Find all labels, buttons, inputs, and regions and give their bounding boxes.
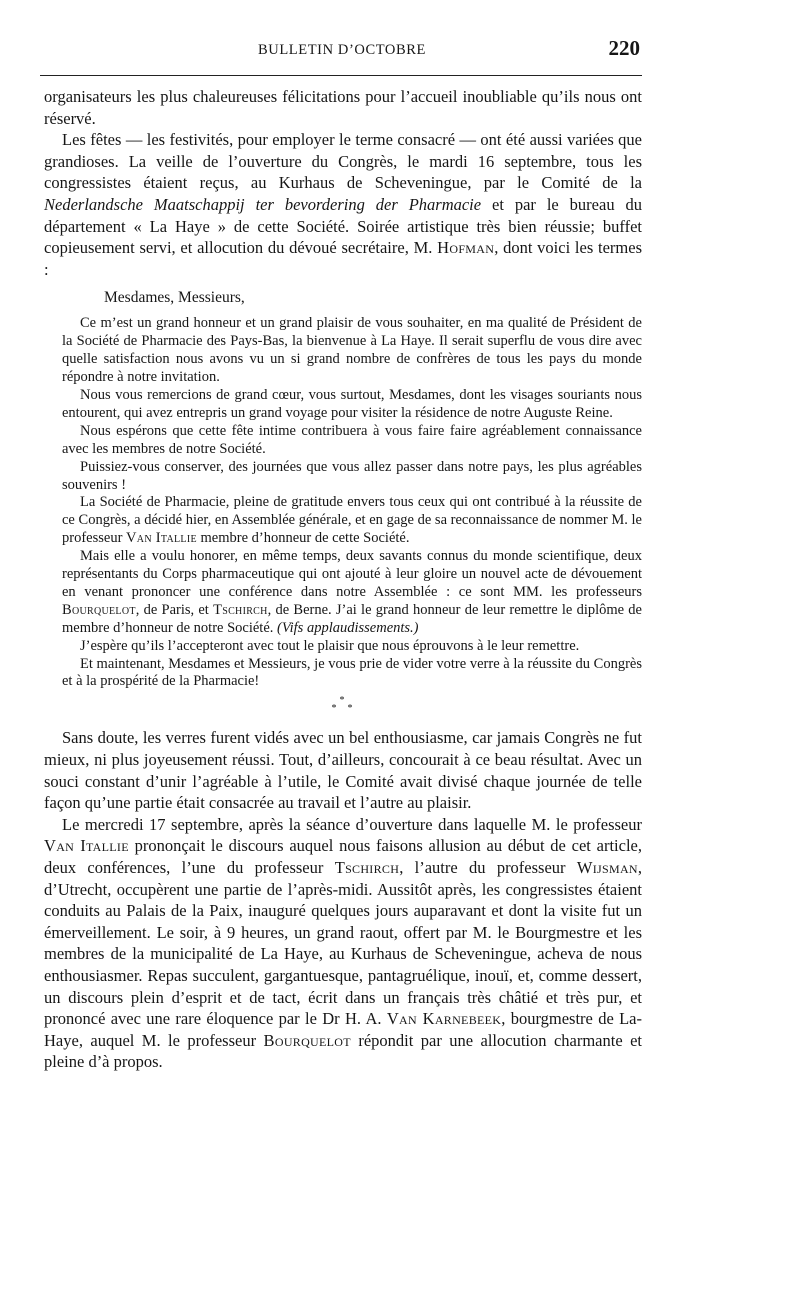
speech-paragraph [62, 387, 642, 423]
text-run: membre d’honneur de cette Société. [196, 530, 410, 547]
speech-block [62, 288, 642, 691]
section-asterism: * * * [331, 695, 355, 715]
person-name: Bourquelot [62, 601, 136, 618]
italic-text: (Vifs applaudissements.) [277, 619, 419, 636]
text-run: Le mercredi 17 septembre, après la séance d’ouverture dans laquelle M. le professeur [62, 814, 642, 834]
person-name: Tschirch [334, 857, 400, 877]
speech-paragraph [62, 656, 642, 692]
text-run: , de Paris, et [135, 601, 214, 618]
intro-paragraph [44, 86, 642, 129]
closing-paragraph [44, 727, 642, 813]
person-name: Van Itallie [126, 530, 197, 547]
person-name: Tschirch [213, 601, 268, 618]
speech-paragraph [62, 423, 642, 459]
page-number: 220 [608, 36, 640, 60]
person-name: Bourquelot [263, 1030, 351, 1050]
header-title: BULLETIN D’OCTOBRE [257, 42, 426, 58]
text-run: Sans doute, les verres furent vidés avec un bel enthousiasme, car jamais Congrès ne fut mieux, ni plus joyeusement réussi. Tout, d’ailleurs, concourait à ce beau résultat. Avec un souci constant d’unir l’agréable à l’utile, le Comité avait divisé chaque journée de telle façon qu’une partie était consacrée au travail et l’autre au plaisir. [44, 728, 642, 813]
text-run: organisateurs les plus chaleureuses félicitations pour l’accueil inoubliable qu’ils nous ont réservé. [44, 87, 642, 128]
text-run: J’espère qu’ils l’accepteront avec tout le plaisir que nous éprouvons à le leur remettre. [80, 637, 580, 654]
speech-paragraph [62, 494, 642, 548]
text-run: , dont voici les termes : [44, 238, 642, 279]
speech-paragraph [62, 315, 642, 387]
text-run: Et maintenant, Mesdames et Messieurs, je vous prie de vider votre verre à la réussite du Congrès et à la prospérité de la Pharmacie! [62, 655, 642, 690]
person-name: Van Karnebeek [386, 1009, 502, 1029]
text-run: et par le bureau du département « La Haye » de cette Société. Soirée artistique très bien réussie; buffet copieusement servi, et allocution du dévoué secrétaire, M. [44, 194, 642, 258]
article-body [44, 86, 642, 1073]
text-run: , de Berne. J’ai le grand honneur de leur remettre le diplôme de membre d’honneur de notre Société. [62, 601, 642, 636]
text-run: Les fêtes — les festivités, pour employer le terme consacré — ont été aussi variées que grandioses. La veille de l’ouverture du Congrès, le mardi 16 septembre, tous les congressistes étaient reçus, au Kurhaus de Scheveningue, par le Comité de la [44, 130, 642, 193]
speech-paragraph [62, 638, 642, 656]
header-rule [40, 75, 642, 76]
text-run: Nous vous remercions de grand cœur, vous surtout, Mesdames, dont les visages souriants nous entourent, qui avez entrepris un grand voyage pour visiter la résidence de notre Auguste Reine. [62, 386, 642, 421]
person-name: Hofman [437, 238, 495, 258]
text-run: , bourgmestre de La-Haye, auquel M. le professeur [44, 1009, 643, 1050]
text-run: Puissiez-vous conserver, des journées que vous allez passer dans notre pays, les plus agréables souvenirs ! [62, 458, 642, 493]
speech-salutation: Mesdames, Messieurs, [104, 289, 245, 307]
text-run: Mais elle a voulu honorer, en même temps, deux savants connus du monde scientifique, deux représentants du Corps pharmaceutique qui ont ajouté à leur gloire un nouvel acte de dévouement en venant prononcer une conférence dans notre Assemblée : ce sont MM. les professeurs [62, 548, 642, 600]
text-run: La Société de Pharmacie, pleine de gratitude envers tous ceux qui ont contribué à la réussite de ce Congrès, a décidé hier, en Assemblée générale, et en gage de sa reconnaissance de nommer M. le professeur [62, 494, 642, 547]
text-run: répondit par une allocution charmante et pleine d’à propos. [44, 1030, 642, 1072]
text-run: Nous espérons que cette fête intime contribuera à vous faire faire agréablement connaissance avec les membres de notre Société. [62, 422, 642, 457]
italic-text: Nederlandsche Maatschappij ter bevordering der Pharmacie [44, 194, 482, 214]
closing-paragraph [44, 814, 642, 1073]
text-run: Ce m’est un grand honneur et un grand plaisir de vous souhaiter, en ma qualité de Président de la Société de Pharmacie des Pays-Bas, la bienvenue à La Haye. Il serait superflu de vous dire avec quelle satisfaction nous avons vu un si grand nombre de confrères de tous les pays du monde répondre à notre invitation. [62, 315, 642, 386]
person-name: Wijsman [576, 857, 638, 877]
text-run: , d’Utrecht, occupèrent une partie de l’après-midi. Aussitôt après, les congressistes étaient conduits au Palais de la Paix, inauguré quelques jours auparavant et dont la visite fut un émerveillement. Le soir, à 9 heures, un grand raout, offert par M. le Bourgmestre et les membres de la municipalité de La Haye, au Kurhaus de Scheveningue, acheva de nous enthousiasmer. Repas succulent, gargantuesque, pantagruélique, inouï, et, comme dessert, un discours plein d’esprit et de tact, écrit dans un français très châtié et très pur, et prononcé avec une rare éloquence par le Dr H. A. [44, 857, 642, 1029]
person-name: Van Itallie [44, 836, 129, 856]
intro-paragraph [44, 129, 642, 280]
speech-paragraph [62, 459, 642, 495]
speech-paragraph [62, 548, 642, 638]
text-run: prononçait le discours auquel nous faisons allusion au début de cet article, deux conférences, l’une du professeur [44, 836, 642, 877]
text-run: , l’autre du professeur [399, 857, 577, 877]
running-header [40, 36, 644, 68]
